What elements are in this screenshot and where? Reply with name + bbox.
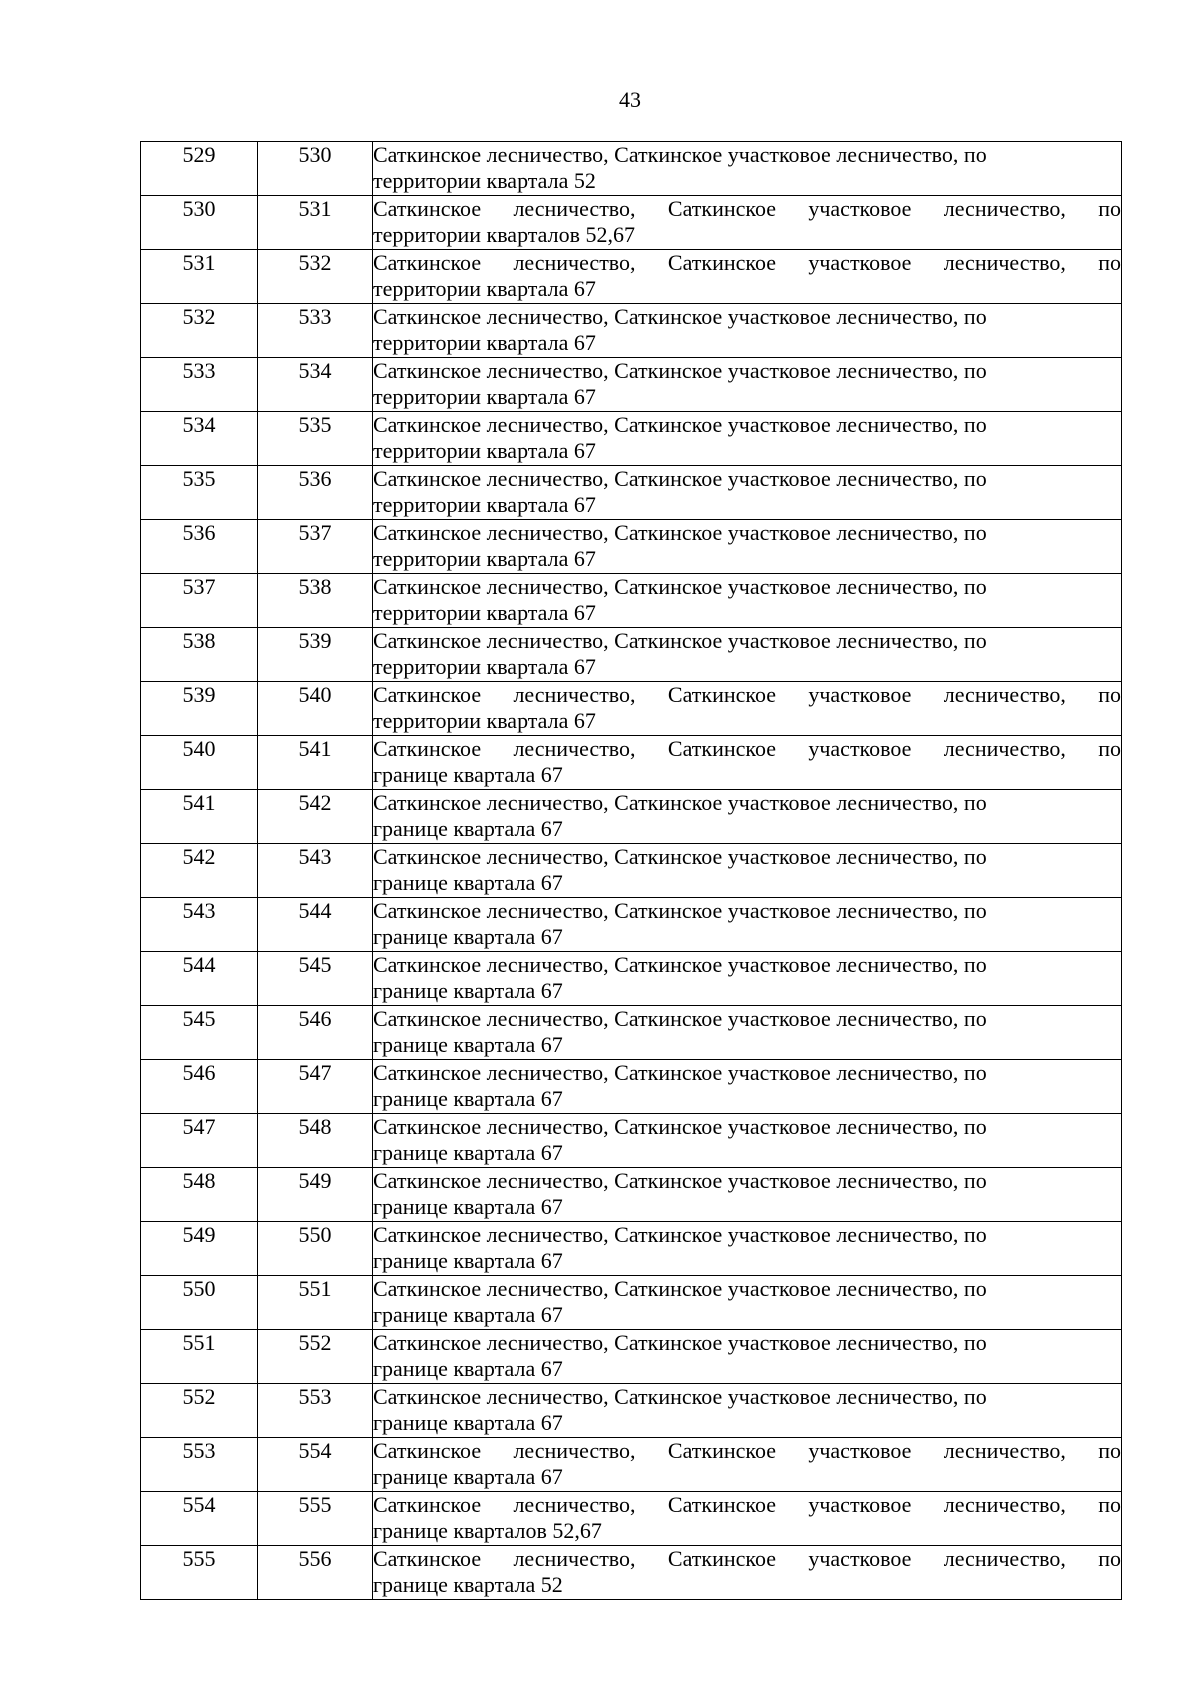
- description-line-1: Саткинское лесничество, Саткинское участковое лесничество, по: [373, 466, 987, 491]
- table-row: [141, 1168, 1122, 1222]
- table-row: [141, 358, 1122, 412]
- to-point-cell: 539: [258, 628, 373, 682]
- description-line-2: границе квартала 67: [373, 1410, 563, 1435]
- to-point-cell: 536: [258, 466, 373, 520]
- description-cell: [373, 628, 1122, 682]
- from-point-cell: 543: [141, 898, 258, 952]
- description-line-2: границе кварталов 52,67: [373, 1518, 602, 1543]
- description-cell: [373, 1276, 1122, 1330]
- to-point-cell: 542: [258, 790, 373, 844]
- table-body: [141, 142, 1122, 1600]
- from-point-cell: 529: [141, 142, 258, 196]
- description-line-2: территории квартала 67: [373, 708, 596, 733]
- description-line-1: Саткинское лесничество, Саткинское участковое лесничество, по: [373, 1168, 987, 1193]
- table-row: [141, 574, 1122, 628]
- description-cell: [373, 1492, 1122, 1546]
- table-row: [141, 682, 1122, 736]
- table-row: [141, 898, 1122, 952]
- from-point-cell: 551: [141, 1330, 258, 1384]
- from-point-cell: 552: [141, 1384, 258, 1438]
- description-cell: [373, 358, 1122, 412]
- table-row: [141, 1114, 1122, 1168]
- description-line-1: Саткинское лесничество, Саткинское участковое лесничество, по: [373, 898, 987, 923]
- from-point-cell: 544: [141, 952, 258, 1006]
- table-row: [141, 952, 1122, 1006]
- description-line-2: границе квартала 67: [373, 1194, 563, 1219]
- description-cell: [373, 304, 1122, 358]
- table-row: [141, 1276, 1122, 1330]
- to-point-cell: 533: [258, 304, 373, 358]
- to-point-cell: 534: [258, 358, 373, 412]
- table-row: [141, 844, 1122, 898]
- from-point-cell: 550: [141, 1276, 258, 1330]
- description-line-1: Саткинское лесничество, Саткинское участковое лесничество, по: [373, 250, 1121, 275]
- description-line-1: Саткинское лесничество, Саткинское участковое лесничество, по: [373, 1384, 987, 1409]
- to-point-cell: 549: [258, 1168, 373, 1222]
- description-line-1: Саткинское лесничество, Саткинское участковое лесничество, по: [373, 412, 987, 437]
- to-point-cell: 543: [258, 844, 373, 898]
- from-point-cell: 541: [141, 790, 258, 844]
- table-row: [141, 790, 1122, 844]
- description-line-1: Саткинское лесничество, Саткинское участковое лесничество, по: [373, 1330, 987, 1355]
- description-line-2: территории кварталов 52,67: [373, 222, 635, 247]
- description-cell: [373, 682, 1122, 736]
- description-cell: [373, 844, 1122, 898]
- from-point-cell: 540: [141, 736, 258, 790]
- description-line-2: территории квартала 67: [373, 654, 596, 679]
- description-line-1: Саткинское лесничество, Саткинское участковое лесничество, по: [373, 520, 987, 545]
- description-cell: [373, 1384, 1122, 1438]
- description-cell: [373, 1330, 1122, 1384]
- table-row: [141, 1060, 1122, 1114]
- description-line-2: границе квартала 52: [373, 1572, 563, 1597]
- to-point-cell: 535: [258, 412, 373, 466]
- from-point-cell: 554: [141, 1492, 258, 1546]
- description-cell: [373, 952, 1122, 1006]
- description-line-1: Саткинское лесничество, Саткинское участковое лесничество, по: [373, 196, 1121, 221]
- to-point-cell: 544: [258, 898, 373, 952]
- table-row: [141, 1330, 1122, 1384]
- description-line-1: Саткинское лесничество, Саткинское участковое лесничество, по: [373, 790, 987, 815]
- table-row: [141, 142, 1122, 196]
- description-line-1: Саткинское лесничество, Саткинское участковое лесничество, по: [373, 628, 987, 653]
- to-point-cell: 554: [258, 1438, 373, 1492]
- description-line-1: Саткинское лесничество, Саткинское участковое лесничество, по: [373, 1114, 987, 1139]
- description-cell: [373, 142, 1122, 196]
- description-line-2: границе квартала 67: [373, 870, 563, 895]
- from-point-cell: 536: [141, 520, 258, 574]
- description-line-1: Саткинское лесничество, Саткинское участковое лесничество, по: [373, 304, 987, 329]
- description-line-2: территории квартала 67: [373, 492, 596, 517]
- to-point-cell: 530: [258, 142, 373, 196]
- from-point-cell: 553: [141, 1438, 258, 1492]
- to-point-cell: 555: [258, 1492, 373, 1546]
- description-cell: [373, 466, 1122, 520]
- to-point-cell: 538: [258, 574, 373, 628]
- to-point-cell: 551: [258, 1276, 373, 1330]
- description-line-2: границе квартала 67: [373, 816, 563, 841]
- description-line-1: Саткинское лесничество, Саткинское участковое лесничество, по: [373, 142, 987, 167]
- boundary-table: [140, 141, 1122, 1600]
- description-cell: [373, 1114, 1122, 1168]
- table-row: [141, 1222, 1122, 1276]
- description-line-2: границе квартала 67: [373, 1464, 563, 1489]
- description-line-2: границе квартала 67: [373, 1140, 563, 1165]
- to-point-cell: 531: [258, 196, 373, 250]
- from-point-cell: 533: [141, 358, 258, 412]
- table-row: [141, 1006, 1122, 1060]
- description-cell: [373, 898, 1122, 952]
- description-line-2: территории квартала 52: [373, 168, 596, 193]
- description-cell: [373, 1060, 1122, 1114]
- description-line-2: границе квартала 67: [373, 978, 563, 1003]
- description-line-1: Саткинское лесничество, Саткинское участковое лесничество, по: [373, 1438, 1121, 1463]
- description-cell: [373, 412, 1122, 466]
- to-point-cell: 547: [258, 1060, 373, 1114]
- description-line-2: границе квартала 67: [373, 1356, 563, 1381]
- description-line-2: территории квартала 67: [373, 438, 596, 463]
- table-row: [141, 196, 1122, 250]
- from-point-cell: 555: [141, 1546, 258, 1600]
- description-line-2: территории квартала 67: [373, 276, 596, 301]
- description-line-2: границе квартала 67: [373, 1248, 563, 1273]
- table-row: [141, 304, 1122, 358]
- description-line-2: границе квартала 67: [373, 1032, 563, 1057]
- description-cell: [373, 790, 1122, 844]
- to-point-cell: 552: [258, 1330, 373, 1384]
- description-cell: [373, 1438, 1122, 1492]
- description-line-2: границе квартала 67: [373, 924, 563, 949]
- to-point-cell: 545: [258, 952, 373, 1006]
- description-line-1: Саткинское лесничество, Саткинское участковое лесничество, по: [373, 1492, 1121, 1517]
- description-cell: [373, 1006, 1122, 1060]
- table-row: [141, 412, 1122, 466]
- to-point-cell: 532: [258, 250, 373, 304]
- to-point-cell: 541: [258, 736, 373, 790]
- description-cell: [373, 574, 1122, 628]
- description-cell: [373, 736, 1122, 790]
- to-point-cell: 550: [258, 1222, 373, 1276]
- table-row: [141, 466, 1122, 520]
- table-row: [141, 1384, 1122, 1438]
- from-point-cell: 531: [141, 250, 258, 304]
- description-line-1: Саткинское лесничество, Саткинское участковое лесничество, по: [373, 1546, 1121, 1571]
- from-point-cell: 549: [141, 1222, 258, 1276]
- to-point-cell: 556: [258, 1546, 373, 1600]
- page-number: 43: [619, 87, 641, 112]
- description-cell: [373, 1168, 1122, 1222]
- from-point-cell: 535: [141, 466, 258, 520]
- description-cell: [373, 250, 1122, 304]
- description-line-2: территории квартала 67: [373, 600, 596, 625]
- description-line-1: Саткинское лесничество, Саткинское участковое лесничество, по: [373, 682, 1121, 707]
- table-row: [141, 736, 1122, 790]
- from-point-cell: 539: [141, 682, 258, 736]
- table-row: [141, 1546, 1122, 1600]
- description-line-1: Саткинское лесничество, Саткинское участковое лесничество, по: [373, 1222, 987, 1247]
- to-point-cell: 548: [258, 1114, 373, 1168]
- description-line-2: территории квартала 67: [373, 546, 596, 571]
- description-line-1: Саткинское лесничество, Саткинское участковое лесничество, по: [373, 1276, 987, 1301]
- table-row: [141, 1438, 1122, 1492]
- from-point-cell: 530: [141, 196, 258, 250]
- to-point-cell: 546: [258, 1006, 373, 1060]
- to-point-cell: 540: [258, 682, 373, 736]
- description-line-1: Саткинское лесничество, Саткинское участковое лесничество, по: [373, 574, 987, 599]
- from-point-cell: 532: [141, 304, 258, 358]
- description-cell: [373, 1222, 1122, 1276]
- description-line-1: Саткинское лесничество, Саткинское участковое лесничество, по: [373, 844, 987, 869]
- from-point-cell: 548: [141, 1168, 258, 1222]
- table-row: [141, 1492, 1122, 1546]
- to-point-cell: 553: [258, 1384, 373, 1438]
- description-line-1: Саткинское лесничество, Саткинское участковое лесничество, по: [373, 952, 987, 977]
- description-cell: [373, 520, 1122, 574]
- description-line-2: территории квартала 67: [373, 330, 596, 355]
- description-line-1: Саткинское лесничество, Саткинское участковое лесничество, по: [373, 736, 1121, 761]
- from-point-cell: 537: [141, 574, 258, 628]
- from-point-cell: 547: [141, 1114, 258, 1168]
- from-point-cell: 538: [141, 628, 258, 682]
- table-row: [141, 520, 1122, 574]
- table-row: [141, 250, 1122, 304]
- description-line-1: Саткинское лесничество, Саткинское участковое лесничество, по: [373, 358, 987, 383]
- description-line-2: границе квартала 67: [373, 1302, 563, 1327]
- description-cell: [373, 1546, 1122, 1600]
- table-row: [141, 628, 1122, 682]
- description-line-2: территории квартала 67: [373, 384, 596, 409]
- from-point-cell: 542: [141, 844, 258, 898]
- description-line-1: Саткинское лесничество, Саткинское участковое лесничество, по: [373, 1006, 987, 1031]
- description-line-2: границе квартала 67: [373, 1086, 563, 1111]
- to-point-cell: 537: [258, 520, 373, 574]
- from-point-cell: 545: [141, 1006, 258, 1060]
- description-line-1: Саткинское лесничество, Саткинское участковое лесничество, по: [373, 1060, 987, 1085]
- description-cell: [373, 196, 1122, 250]
- from-point-cell: 534: [141, 412, 258, 466]
- description-line-2: границе квартала 67: [373, 762, 563, 787]
- from-point-cell: 546: [141, 1060, 258, 1114]
